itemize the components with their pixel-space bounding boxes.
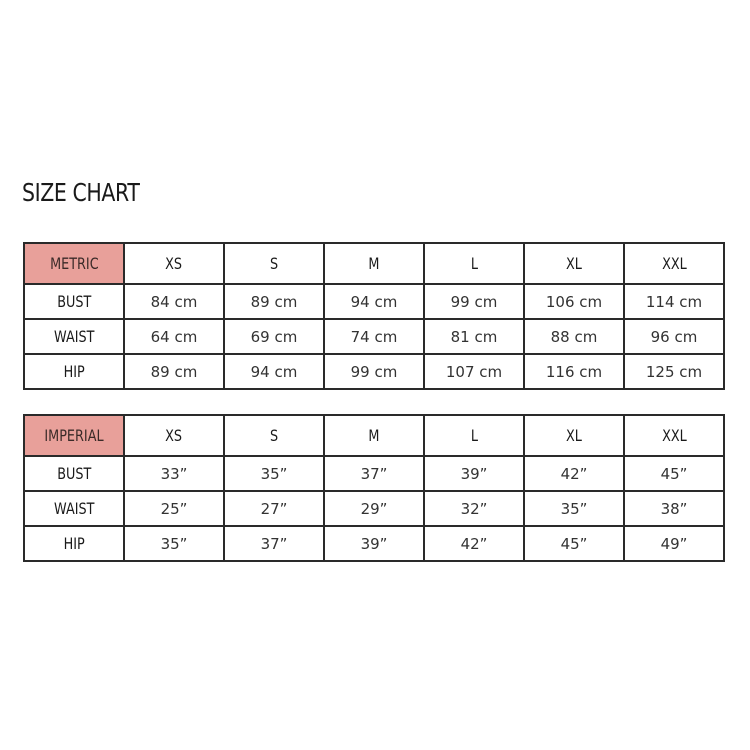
- table-row: [24, 354, 724, 389]
- size-header-cell: XXL: [624, 415, 724, 456]
- size-header-cell: XL: [524, 243, 624, 284]
- value-cell: 29”: [324, 491, 424, 526]
- table-row: [24, 284, 724, 319]
- value-cell: 42”: [524, 456, 624, 491]
- size-header-cell: XXL: [624, 243, 724, 284]
- value-cell: 88 cm: [524, 319, 624, 354]
- value-cell: 32”: [424, 491, 524, 526]
- size-header-cell: M: [324, 415, 424, 456]
- unit-label-cell: [24, 415, 124, 456]
- size-header-cell: XS: [124, 243, 224, 284]
- value-cell: 94 cm: [224, 354, 324, 389]
- measurement-label-cell: WAIST: [24, 491, 124, 526]
- value-cell: 37”: [324, 456, 424, 491]
- measurement-label-cell: WAIST: [24, 319, 124, 354]
- value-cell: 84 cm: [124, 284, 224, 319]
- value-cell: 89 cm: [124, 354, 224, 389]
- size-header-cell: M: [324, 243, 424, 284]
- value-cell: 106 cm: [524, 284, 624, 319]
- value-cell: 45”: [524, 526, 624, 561]
- value-cell: 25”: [124, 491, 224, 526]
- table-header-row: [24, 415, 724, 456]
- measurement-label-cell: BUST: [24, 284, 124, 319]
- size-header-cell: L: [424, 243, 524, 284]
- value-cell: 33”: [124, 456, 224, 491]
- measurement-label-cell: HIP: [24, 354, 124, 389]
- value-cell: 35”: [124, 526, 224, 561]
- value-cell: 27”: [224, 491, 324, 526]
- value-cell: 81 cm: [424, 319, 524, 354]
- value-cell: 89 cm: [224, 284, 324, 319]
- value-cell: 42”: [424, 526, 524, 561]
- imperial-size-table: [23, 414, 725, 562]
- value-cell: 69 cm: [224, 319, 324, 354]
- size-header-cell: XL: [524, 415, 624, 456]
- unit-label: METRIC: [49, 254, 99, 273]
- unit-label: IMPERIAL: [44, 426, 104, 445]
- value-cell: 64 cm: [124, 319, 224, 354]
- size-header-cell: XS: [124, 415, 224, 456]
- value-cell: 114 cm: [624, 284, 724, 319]
- table-header-row: [24, 243, 724, 284]
- metric-size-table: [23, 242, 725, 390]
- value-cell: 35”: [224, 456, 324, 491]
- value-cell: 99 cm: [424, 284, 524, 319]
- page-title: SIZE CHART: [22, 178, 140, 207]
- value-cell: 38”: [624, 491, 724, 526]
- table-row: [24, 319, 724, 354]
- table-row: [24, 526, 724, 561]
- table-row: [24, 491, 724, 526]
- value-cell: 39”: [324, 526, 424, 561]
- value-cell: 99 cm: [324, 354, 424, 389]
- value-cell: 94 cm: [324, 284, 424, 319]
- table-row: [24, 456, 724, 491]
- value-cell: 116 cm: [524, 354, 624, 389]
- measurement-label-cell: BUST: [24, 456, 124, 491]
- value-cell: 125 cm: [624, 354, 724, 389]
- unit-label-cell: [24, 243, 124, 284]
- value-cell: 107 cm: [424, 354, 524, 389]
- value-cell: 74 cm: [324, 319, 424, 354]
- value-cell: 45”: [624, 456, 724, 491]
- value-cell: 37”: [224, 526, 324, 561]
- size-header-cell: L: [424, 415, 524, 456]
- value-cell: 35”: [524, 491, 624, 526]
- value-cell: 39”: [424, 456, 524, 491]
- measurement-label-cell: HIP: [24, 526, 124, 561]
- size-header-cell: S: [224, 243, 324, 284]
- value-cell: 96 cm: [624, 319, 724, 354]
- size-header-cell: S: [224, 415, 324, 456]
- value-cell: 49”: [624, 526, 724, 561]
